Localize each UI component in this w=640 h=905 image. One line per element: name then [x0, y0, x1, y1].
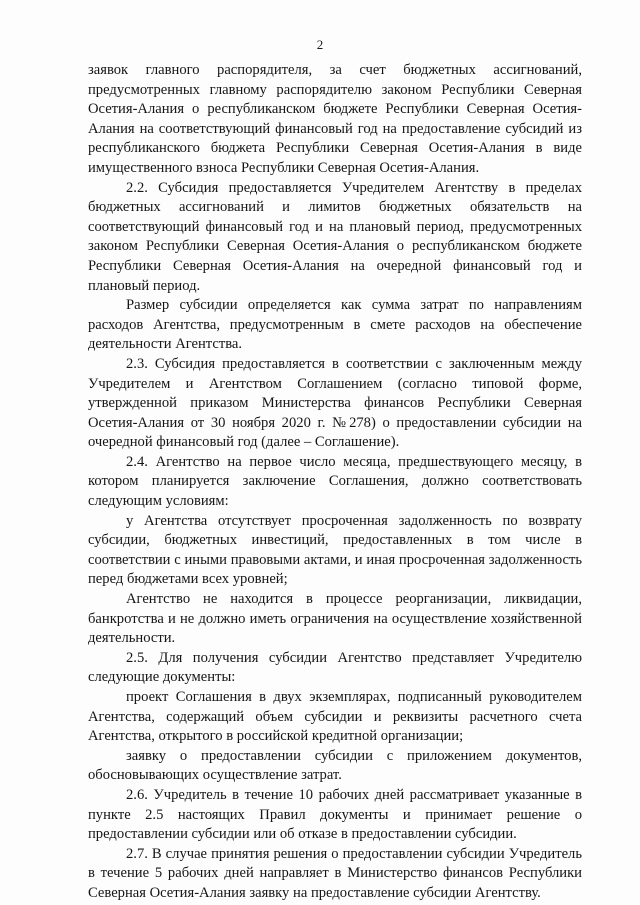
paragraph-2-3: 2.3. Субсидия предоставляется в соответствии с заключенным между Учредителем и Агентством Соглашением (согласно типовой форме, утвержденной приказом Министерства финансов Республики Северная Осетия-Алания от 30 ноября 2020 г. №278) о предоставлении субсидии на очередной финансовый год (далее – Соглашение).	[88, 355, 582, 451]
document-agreement-draft: проект Соглашения в двух экземплярах, подписанный руководителем Агентства, содержащий объем субсидии и реквизиты расчетного счета Агентства, открытого в российской кредитной организации;	[88, 689, 582, 745]
paragraph-2-7: 2.7. В случае принятия решения о предоставлении субсидии Учредитель в течение 5 рабочих дней направляет в Министерство финансов Республики Северная Осетия-Алания заявку на предоставление субсидии Агентству.	[88, 845, 582, 901]
page-number: 2	[316, 37, 324, 52]
paragraph-2-4: 2.4. Агентство на первое число месяца, предшествующего месяцу, в котором планируется заключение Соглашения, должно соответствовать следующим условиям:	[88, 453, 582, 510]
paragraph-2-2: 2.2. Субсидия предоставляется Учредителем Агентству в пределах бюджетных ассигнований и лимитов бюджетных обязательств на соответствующий финансовый год и на плановый период, предусмотренных законом Республики Северная Осетия-Алания о республиканском бюджете Республики Северная Осетия-Алания на очередной финансовый год и плановый период.	[88, 179, 582, 294]
condition-no-reorganization: Агентство не находится в процессе реорганизации, ликвидации, банкротства и не должно иметь ограничения на осуществление хозяйственной деятельности.	[88, 591, 582, 647]
paragraph-2-6: 2.6. Учредитель в течение 10 рабочих дней рассматривает указанные в пункте 2.5 настоящих Правил документы и принимает решение о предоставлении субсидии или об отказе в предоставлении субсидии.	[88, 786, 582, 843]
condition-no-debt: у Агентства отсутствует просроченная задолженность по возврату субсидии, бюджетных инвестиций, предоставленных в том числе в соответствии с иными правовыми актами, и иная просроченная задолженность перед бюджетами всех уровней;	[88, 512, 582, 588]
paragraph-2-5: 2.5. Для получения субсидии Агентство представляет Учредителю следующие документы:	[88, 649, 582, 686]
paragraph-subsidy-size: Размер субсидии определяется как сумма затрат по направлениям расходов Агентства, предусмотренным в смете расходов на обеспечение деятельности Агентства.	[88, 297, 582, 353]
paragraph-continuation: заявок главного распорядителя, за счет бюджетных ассигнований, предусмотренных главному распорядителю законом Республики Северная Осетия-Алания о республиканском бюджете Республики Северная Осетия-Алания на соответствующий финансовый год на предоставление субсидий из республиканского бюджета Республики Северная Осетия-Алания в виде имущественного взноса Республики Северная Осетия-Алания.	[88, 62, 582, 176]
document-application: заявку о предоставлении субсидии с приложением документов, обосновывающих осуществление затрат.	[88, 747, 582, 784]
document-body	[88, 61, 582, 904]
